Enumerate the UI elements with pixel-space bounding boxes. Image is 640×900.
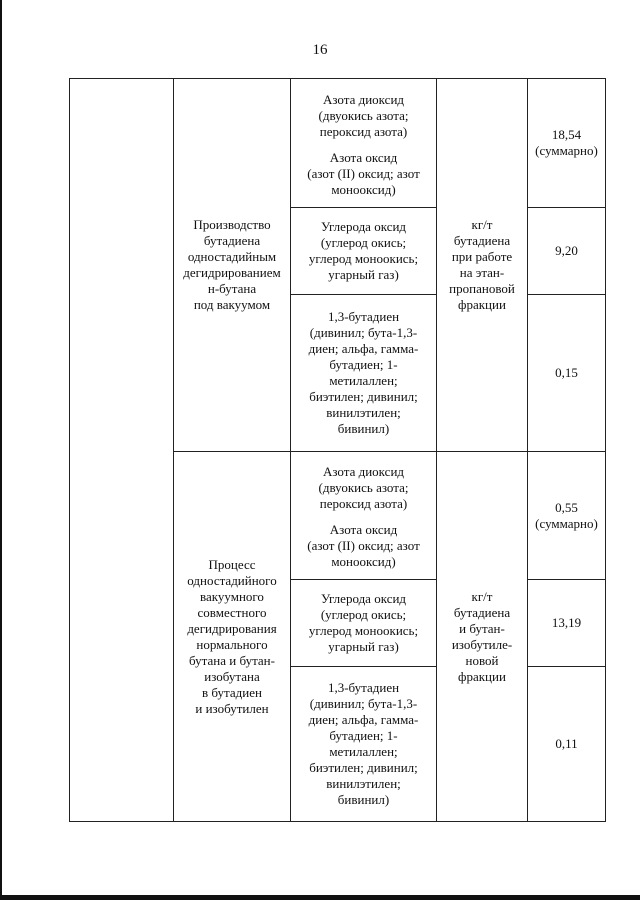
substance-name-1-2: Углерода оксид (углерод окись; углерод моноокись; угарный газ) [308, 219, 419, 282]
value-cell-2-2: 13,19 [551, 615, 582, 630]
substance-name-1-1: Азота диоксид (двуокись азота; пероксид азота) [318, 92, 409, 139]
substance-name-2-3: 1,3-бутадиен (дивинил; бута-1,3- диен; альфа, гамма- бутадиен; 1- метилаллен; биэтилен; дивинил; винилэтилен; бивинил) [308, 680, 419, 807]
unit-cell-2: кг/т бутадиена и бутан- изобутиле- новой фракции [451, 588, 513, 684]
value-cell-1-3: 0,15 [555, 365, 578, 380]
substance-name-2-2: Углерода оксид (углерод окись; углерод моноокись; угарный газ) [308, 591, 419, 654]
value-cell-1-1: 18,54 (суммарно) [535, 127, 598, 158]
value-cell-2-1: 0,55 (суммарно) [535, 499, 598, 531]
unit-cell-1: кг/т бутадиена при работе на этан- пропановой фракции [449, 217, 515, 312]
process-cell-1: Производство бутадиена одностадийным дегидрированием н-бутана под вакуумом [183, 217, 281, 312]
substance-name-1-3: 1,3-бутадиен (дивинил; бута-1,3- диен; альфа, гамма- бутадиен; 1- метилаллен; биэтилен; дивинил; винилэтилен; бивинил) [308, 309, 419, 436]
value-cell-2-3: 0,11 [555, 736, 578, 751]
substance-name-2-1b: Азота оксид (азот (II) оксид; азот монооксид) [307, 522, 420, 569]
value-cell-1-2: 9,20 [555, 243, 578, 258]
page-number: 16 [312, 42, 328, 58]
substance-name-2-1: Азота диоксид (двуокись азота; пероксид азота) [318, 464, 409, 511]
substance-name-1-1b: Азота оксид (азот (II) оксид; азот монооксид) [307, 150, 420, 197]
process-cell-2: Процесс одностадийного вакуумного совместного дегидрирования нормального бутана и бутан- изобутана в бутадиен и изобутилен [187, 556, 277, 716]
